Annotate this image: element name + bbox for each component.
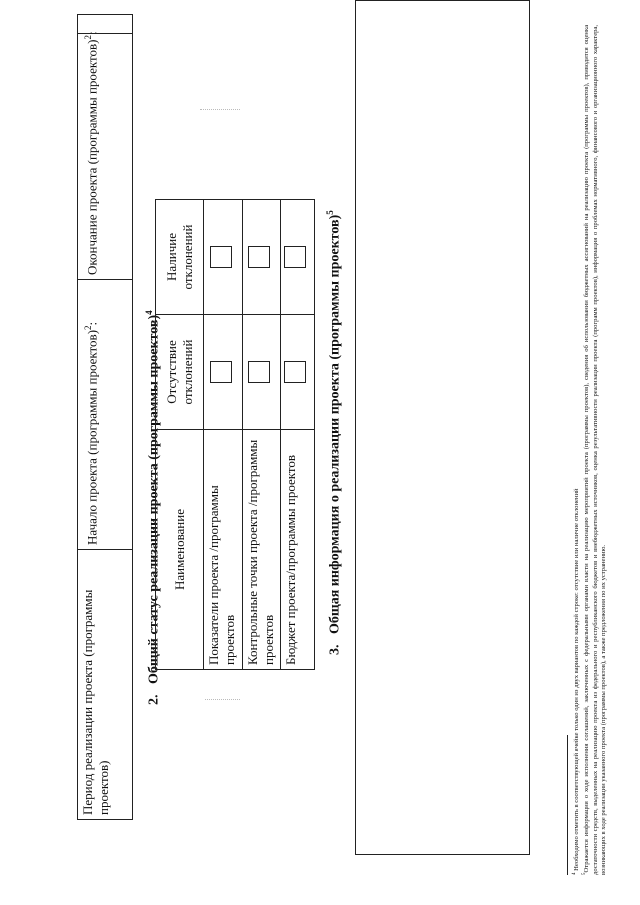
status-row-label: Бюджет проекта/программы проектов xyxy=(280,430,314,670)
scan-mark xyxy=(200,109,240,110)
footnote-4 xyxy=(571,25,581,875)
indicators-deviation-checkbox[interactable] xyxy=(210,246,232,268)
section3-title: Общая информация о реализации проекта (программы проектов) xyxy=(327,214,343,634)
period-end-label: Окончание проекта (программы проектов) xyxy=(84,39,100,275)
period-table xyxy=(77,14,133,820)
footnote-mark: 5 xyxy=(582,872,588,875)
footnote-text: Отражается информация о ходе исполнения соглашений, заключенных с федеральными органами власти на реализацию мероприятий проекта (программы проектов), сведения об использовании бюджетных ассигнований на реализацию проекта (программы проектов), приводится оценка достаточности средств, выделенных на реализацию проекта из федерального и республиканского бюджетов и внебюджетных источников, оценка результативности реализации проекта (программ проектов), информация о проблемах нормативного, финансового и организационного характера, возникающих в ходе реализации указанного проекта (программы проектов), а также предложения по их устранению. xyxy=(583,25,608,875)
section2-number: 2. xyxy=(146,694,162,705)
status-col-name: Наименование xyxy=(156,430,204,670)
status-col-no-deviation: Отсутствие отклонений xyxy=(156,315,204,430)
status-header-row xyxy=(156,200,204,670)
period-label-cell xyxy=(78,550,133,820)
section3-number: 3. xyxy=(327,644,343,655)
period-start-colon: : xyxy=(84,321,100,326)
status-table xyxy=(155,199,315,670)
status-col-deviation: Наличие отклонений xyxy=(156,200,204,315)
budget-no-deviation-checkbox[interactable] xyxy=(284,361,306,383)
section2-footnote-mark: 4 xyxy=(144,310,154,315)
general-info-box[interactable] xyxy=(355,0,530,855)
period-end-inner-divider xyxy=(78,33,132,34)
status-row-label: Показатели проекта /программы проектов xyxy=(204,430,242,670)
milestones-deviation-checkbox[interactable] xyxy=(248,246,270,268)
footnotes xyxy=(571,25,609,875)
indicators-no-deviation-checkbox[interactable] xyxy=(210,361,232,383)
period-end-footnote-mark: 2 xyxy=(83,35,93,40)
status-row-label: Контрольные точки проекта /программы проектов xyxy=(242,430,280,670)
milestones-no-deviation-checkbox[interactable] xyxy=(248,361,270,383)
footnote-separator xyxy=(567,735,568,875)
period-label: Период реализации проекта (программы проектов) xyxy=(80,589,111,815)
footnote-mark: 4 xyxy=(572,872,577,875)
budget-deviation-checkbox[interactable] xyxy=(284,246,306,268)
section3-heading xyxy=(325,210,344,655)
period-start-cell[interactable] xyxy=(78,280,133,550)
period-end-colon: : xyxy=(84,31,100,36)
footnote-5 xyxy=(581,25,608,875)
period-start-footnote-mark: 2 xyxy=(83,325,93,330)
section3-footnote-mark: 5 xyxy=(325,210,335,215)
period-end-cell[interactable] xyxy=(78,15,133,280)
period-start-label: Начало проекта (программы проектов) xyxy=(84,329,100,545)
section2-title: Общий статус реализации проекта (программы проектов) xyxy=(146,314,162,684)
footnote-text: Необходимо отметить в соответствующей ячейке только один из двух вариантов по каждой строке: отсутствие или наличие отклонений xyxy=(573,488,581,873)
status-row-milestones xyxy=(242,200,280,670)
status-row-indicators xyxy=(204,200,242,670)
scan-mark xyxy=(205,699,240,700)
status-row-budget xyxy=(280,200,314,670)
